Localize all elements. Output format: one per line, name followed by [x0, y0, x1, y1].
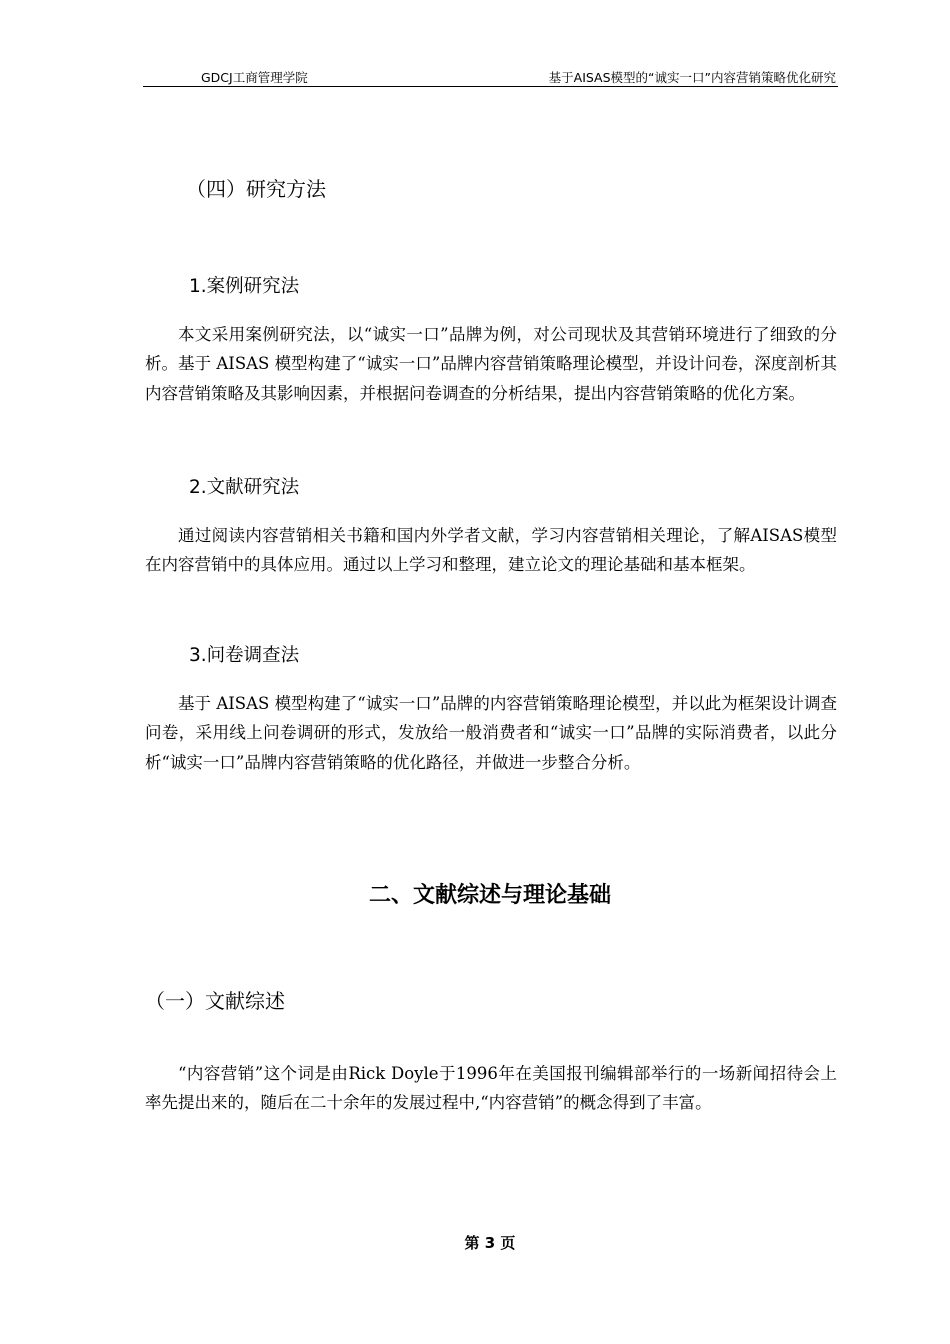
page-number: 第 3 页	[464, 1234, 516, 1252]
chapter-heading-literature-review: 二、文献综述与理论基础	[368, 883, 611, 908]
section-heading-research-methods: （四）研究方法	[186, 177, 326, 201]
subheading-questionnaire: 3.问卷调查法	[189, 645, 300, 666]
subheading-literature-research: 2.文献研究法	[189, 477, 300, 498]
paragraph-literature-research: 通过阅读内容营销相关书籍和国内外学者文献，学习内容营销相关理论，了解AISAS模型在内容营销中的具体应用。通过以上学习和整理，建立论文的理论基础和基本框架。	[145, 526, 837, 575]
subheading-case-study: 1.案例研究法	[189, 276, 300, 297]
paragraph-case-study: 本文采用案例研究法，以“诚实一口”品牌为例，对公司现状及其营销环境进行了细致的分析。基于 AISAS 模型构建了“诚实一口”品牌内容营销策略理论模型，并设计问卷，深度剖析其内容营销策略及其影响因素，并根据问卷调查的分析结果，提出内容营销策略的优化方案。	[145, 325, 837, 403]
header-paper-title: 基于AISAS模型的“诚实一口”内容营销策略优化研究	[548, 70, 836, 85]
header-institution: GDCJ工商管理学院	[201, 70, 308, 85]
paragraph-questionnaire: 基于 AISAS 模型构建了“诚实一口”品牌的内容营销策略理论模型，并以此为框架设计调查问卷，采用线上问卷调研的形式，发放给一般消费者和“诚实一口”品牌的实际消费者，以此分析“诚实一口”品牌内容营销策略的优化路径，并做进一步整合分析。	[145, 694, 837, 772]
paragraph-literature-review: “内容营销”这个词是由Rick Doyle于1996年在美国报刊编辑部举行的一场新闻招待会上率先提出来的，随后在二十余年的发展过程中,“内容营销”的概念得到了丰富。	[145, 1064, 837, 1113]
section-heading-literature-review: （一）文献综述	[145, 989, 285, 1013]
page-header	[143, 66, 838, 87]
